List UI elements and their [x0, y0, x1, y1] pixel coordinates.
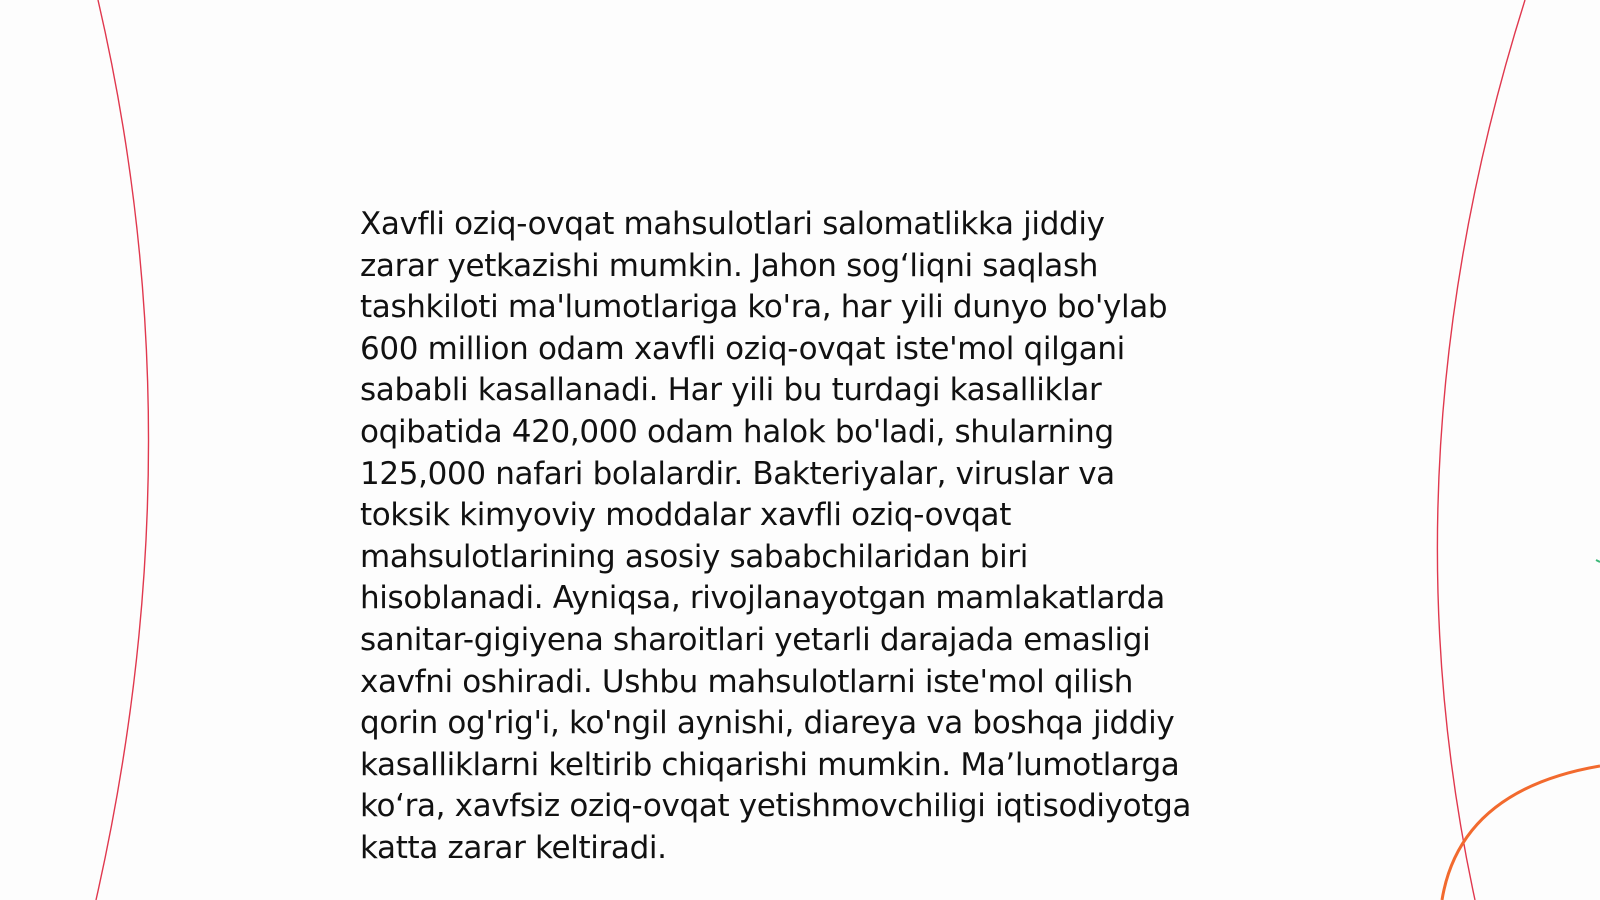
left-red-curve [96, 0, 149, 900]
orange-arc [1442, 766, 1600, 900]
green-accent [1596, 560, 1600, 562]
body-paragraph: Xavfli oziq-ovqat mahsulotlari salomatlikka jiddiy zarar yetkazishi mumkin. Jahon sog‘liqni saqlash tashkiloti ma'lumotlariga ko'ra, har yili dunyo bo'ylab 600 million odam xavfli oziq-ovqat iste'mol qilgani sababli kasallanadi. Har yili bu turdagi kasalliklar oqibatida 420,000 odam halok bo'ladi, shularning 125,000 nafari bolalardir. Bakteriyalar, viruslar va toksik kimyoviy moddalar xavfli oziq-ovqat mahsulotlarining asosiy sababchilaridan biri hisoblanadi. Ayniqsa, rivojlanayotgan mamlakatlarda sanitar-gigiyena sharoitlari yetarli darajada emasligi xavfni oshiradi. Ushbu mahsulotlarni iste'mol qilish qorin og'rig'i, ko'ngil aynishi, diareya va boshqa jiddiy kasalliklarni keltirib chiqarishi mumkin. Ma’lumotlarga ko‘ra, xavfsiz oziq-ovqat yetishmovchiligi iqtisodiyotga katta zarar keltiradi. [360, 206, 1192, 866]
right-red-curve [1437, 0, 1525, 900]
